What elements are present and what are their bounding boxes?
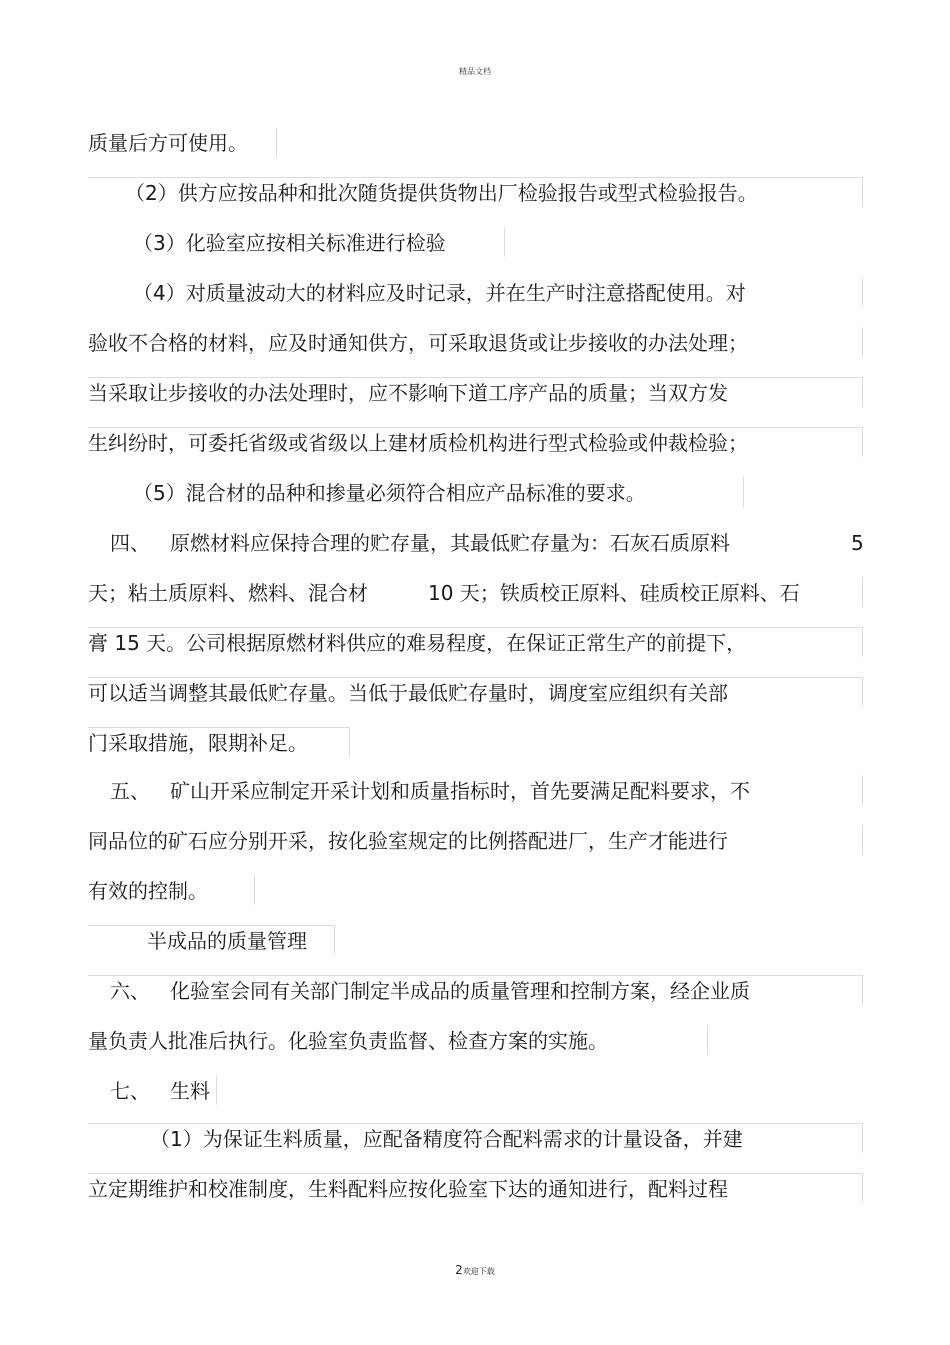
text-line: 可以适当调整其最低贮存量。当低于最低贮存量时，调度室应组织有关部 bbox=[88, 681, 728, 705]
rule bbox=[254, 875, 255, 905]
text-line: 10 天；铁质校正原料、硅质校正原料、石 bbox=[428, 581, 800, 605]
page-number: 2 bbox=[455, 1263, 463, 1277]
text-line: （2）供方应按品种和批次随货提供货物出厂检验报告或型式检验报告。 bbox=[125, 181, 758, 205]
text-line: （4）对质量波动大的材料应及时记录，并在生产时注意搭配使用。对 bbox=[133, 281, 746, 305]
rule bbox=[349, 727, 350, 757]
rule bbox=[88, 1123, 863, 1124]
rule bbox=[862, 177, 863, 207]
text-line: 门采取措施，限期补足。 bbox=[88, 731, 308, 755]
text-line: 矿山开采应制定开采计划和质量指标时，首先要满足配料要求，不 bbox=[170, 779, 750, 803]
text-line: （1）为保证生料质量，应配备精度符合配料需求的计量设备，并建 bbox=[150, 1127, 743, 1151]
rule bbox=[88, 975, 863, 976]
page-header: 精品文档 bbox=[459, 67, 491, 76]
section-heading: 半成品的质量管理 bbox=[147, 929, 307, 953]
section-number: 五、 bbox=[110, 779, 150, 803]
rule bbox=[88, 677, 863, 678]
section-number: 七、 bbox=[110, 1079, 150, 1103]
rule bbox=[707, 1025, 708, 1055]
rule bbox=[862, 775, 863, 805]
page-footer bbox=[0, 1263, 950, 1277]
rule bbox=[862, 677, 863, 707]
rule bbox=[862, 1123, 863, 1153]
text-line: （3）化验室应按相关标准进行检验 bbox=[133, 231, 446, 255]
text-line: 有效的控制。 bbox=[88, 879, 208, 903]
text-line: 质量后方可使用。 bbox=[88, 131, 248, 155]
text-line: 量负责人批准后执行。化验室负责监督、检查方案的实施。 bbox=[88, 1029, 608, 1053]
text-line: 原燃材料应保持合理的贮存量，其最低贮存量为：石灰石质原料 bbox=[170, 531, 730, 555]
rule bbox=[862, 277, 863, 307]
rule bbox=[862, 825, 863, 855]
rule bbox=[862, 975, 863, 1005]
rule bbox=[88, 925, 335, 926]
text-line: 生料 bbox=[170, 1079, 210, 1103]
text-line: 化验室会同有关部门制定半成品的质量管理和控制方案，经企业质 bbox=[170, 979, 750, 1003]
rule bbox=[862, 327, 863, 357]
text-line: 验收不合格的材料，应及时通知供方，可采取退货或让步接收的办法处理； bbox=[88, 331, 748, 355]
text-line: 天；粘土质原料、燃料、混合材 bbox=[88, 581, 368, 605]
text-line: 当采取让步接收的办法处理时，应不影响下道工序产品的质量；当双方发 bbox=[88, 381, 728, 405]
section-number: 四、 bbox=[110, 531, 150, 555]
rule bbox=[88, 627, 863, 628]
rule bbox=[88, 177, 863, 178]
rule bbox=[862, 577, 863, 607]
rule bbox=[504, 227, 505, 257]
text-line: （5）混合材的品种和掺量必须符合相应产品标准的要求。 bbox=[133, 481, 646, 505]
rule bbox=[88, 377, 863, 378]
rule bbox=[862, 627, 863, 657]
rule bbox=[216, 1075, 217, 1105]
rule bbox=[88, 727, 350, 728]
text-line: 同品位的矿石应分别开采，按化验室规定的比例搭配进厂，生产才能进行 bbox=[88, 829, 728, 853]
footer-text: 欢迎下载 bbox=[462, 1267, 495, 1276]
rule bbox=[88, 1173, 863, 1174]
text-line: 立定期维护和校准制度，生料配料应按化验室下达的通知进行，配料过程 bbox=[88, 1177, 728, 1201]
text-line: 膏 15 天。公司根据原燃材料供应的难易程度，在保证正常生产的前提下， bbox=[88, 631, 747, 655]
text-line: 生纠纷时，可委托省级或省级以上建材质检机构进行型式检验或仲裁检验； bbox=[88, 431, 748, 455]
rule bbox=[743, 477, 744, 507]
rule bbox=[862, 377, 863, 407]
rule bbox=[88, 427, 863, 428]
text-line: 5 bbox=[851, 531, 864, 555]
rule bbox=[862, 427, 863, 457]
rule bbox=[862, 1173, 863, 1203]
section-number: 六、 bbox=[110, 979, 150, 1003]
rule bbox=[334, 925, 335, 955]
rule bbox=[276, 128, 277, 158]
